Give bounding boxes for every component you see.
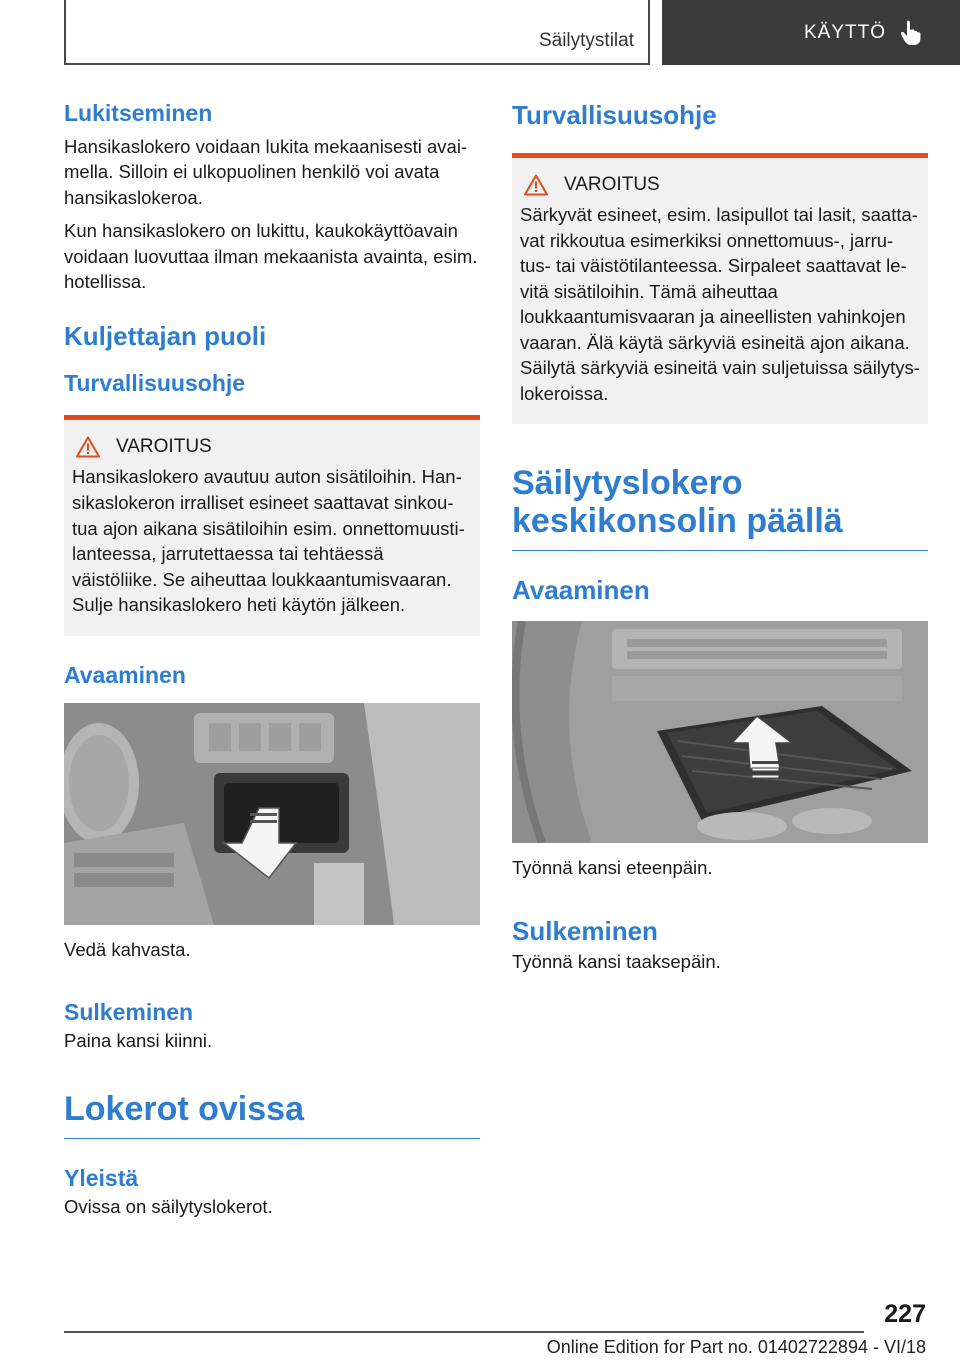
- locking-paragraph-2: Kun hansikaslokero on lukittu, kaukokäyttöavain voidaan luovuttaa ilman mekaanista avainta, esim. hotellissa.: [64, 220, 478, 293]
- open-heading-left: Avaaminen: [64, 661, 186, 688]
- open-caption-right: Työnnä kansi eteenpäin.: [512, 856, 713, 878]
- footer-edition: Online Edition for Part no. 01402722894 - VI/18: [546, 1337, 926, 1357]
- header-chapter-tab: [662, 0, 960, 65]
- close-heading-left: Sulkeminen: [64, 998, 194, 1025]
- close-text-left: Paina kansi kiinni.: [64, 1030, 213, 1052]
- header-chapter-label: KÄYTTÖ: [803, 21, 886, 43]
- driver-side-heading: Kuljettajan puoli: [64, 320, 267, 351]
- general-heading: Yleistä: [64, 1164, 139, 1191]
- close-heading-right: Sulkeminen: [512, 916, 658, 947]
- warning-triangle-icon: [76, 436, 100, 458]
- warning-triangle-icon: [524, 174, 548, 196]
- warning-text-left: Hansikaslokero avautuu auton sisätiloihin. Han‐ sikaslokeron irralliset esineet saattavat sinkou‐ tua ajon aikana sisätiloihin esim. onnettomuusti‐ lanteessa, jarrutettaessa tai tehtäessä väistöliike. Se aiheuttaa loukkaantumisvaaran. Sulje hansikaslokero heti käytön jälkeen.: [72, 466, 465, 616]
- safety-heading-right: Turvallisuusohje: [512, 100, 717, 130]
- locking-heading: Lukitseminen: [64, 100, 213, 126]
- footer-rule: [64, 1331, 864, 1333]
- locking-paragraph-1: Hansikaslokero voidaan lukita mekaanisesti avai‐ mella. Silloin ei ulkopuolinen henkilö voi avata hansikaslokeroa.: [64, 135, 468, 208]
- pointing-hand-icon: [900, 20, 922, 46]
- open-heading-right: Avaaminen: [512, 575, 650, 606]
- safety-heading-left: Turvallisuusohje: [64, 369, 246, 396]
- right-column: [512, 100, 928, 983]
- warning-box-left: [64, 415, 480, 635]
- warning-title-right: VAROITUS: [564, 174, 660, 196]
- general-text: Ovissa on säilytyslokerot.: [64, 1196, 273, 1218]
- center-console-heading: Säilytyslokero keskikonsolin päällä: [512, 464, 928, 551]
- glovebox-illustration: [64, 703, 480, 925]
- page-number: 227: [884, 1300, 926, 1328]
- open-caption-left: Vedä kahvasta.: [64, 939, 191, 961]
- header-section-title: Säilytystilat: [538, 30, 634, 51]
- close-text-right: Työnnä kansi taaksepäin.: [512, 951, 721, 973]
- warning-text-right: Särkyvät esineet, esim. lasipullot tai lasit, saatta‐ vat rikkoutua esimerkiksi onnettomuus-, jarru- tus- tai väistötilanteessa. Sirpaleet saattavat le‐ vitä sisätiloihin. Tämä aiheuttaa loukkaantumisvaaran ja aineellisten vahinkojen vaaran. Älä käytä särkyviä esineitä ajon aikana. Säilytä särkyviä esineitä vain suljetuissa säilytys‐ lokeroissa.: [520, 204, 920, 404]
- console-compartment-illustration: [512, 621, 928, 843]
- door-compartments-heading: Lokerot ovissa: [64, 1090, 480, 1139]
- left-column: [64, 100, 480, 1228]
- warning-title-left: VAROITUS: [116, 436, 212, 458]
- warning-box-right: [512, 153, 928, 424]
- header-rule: [64, 63, 650, 65]
